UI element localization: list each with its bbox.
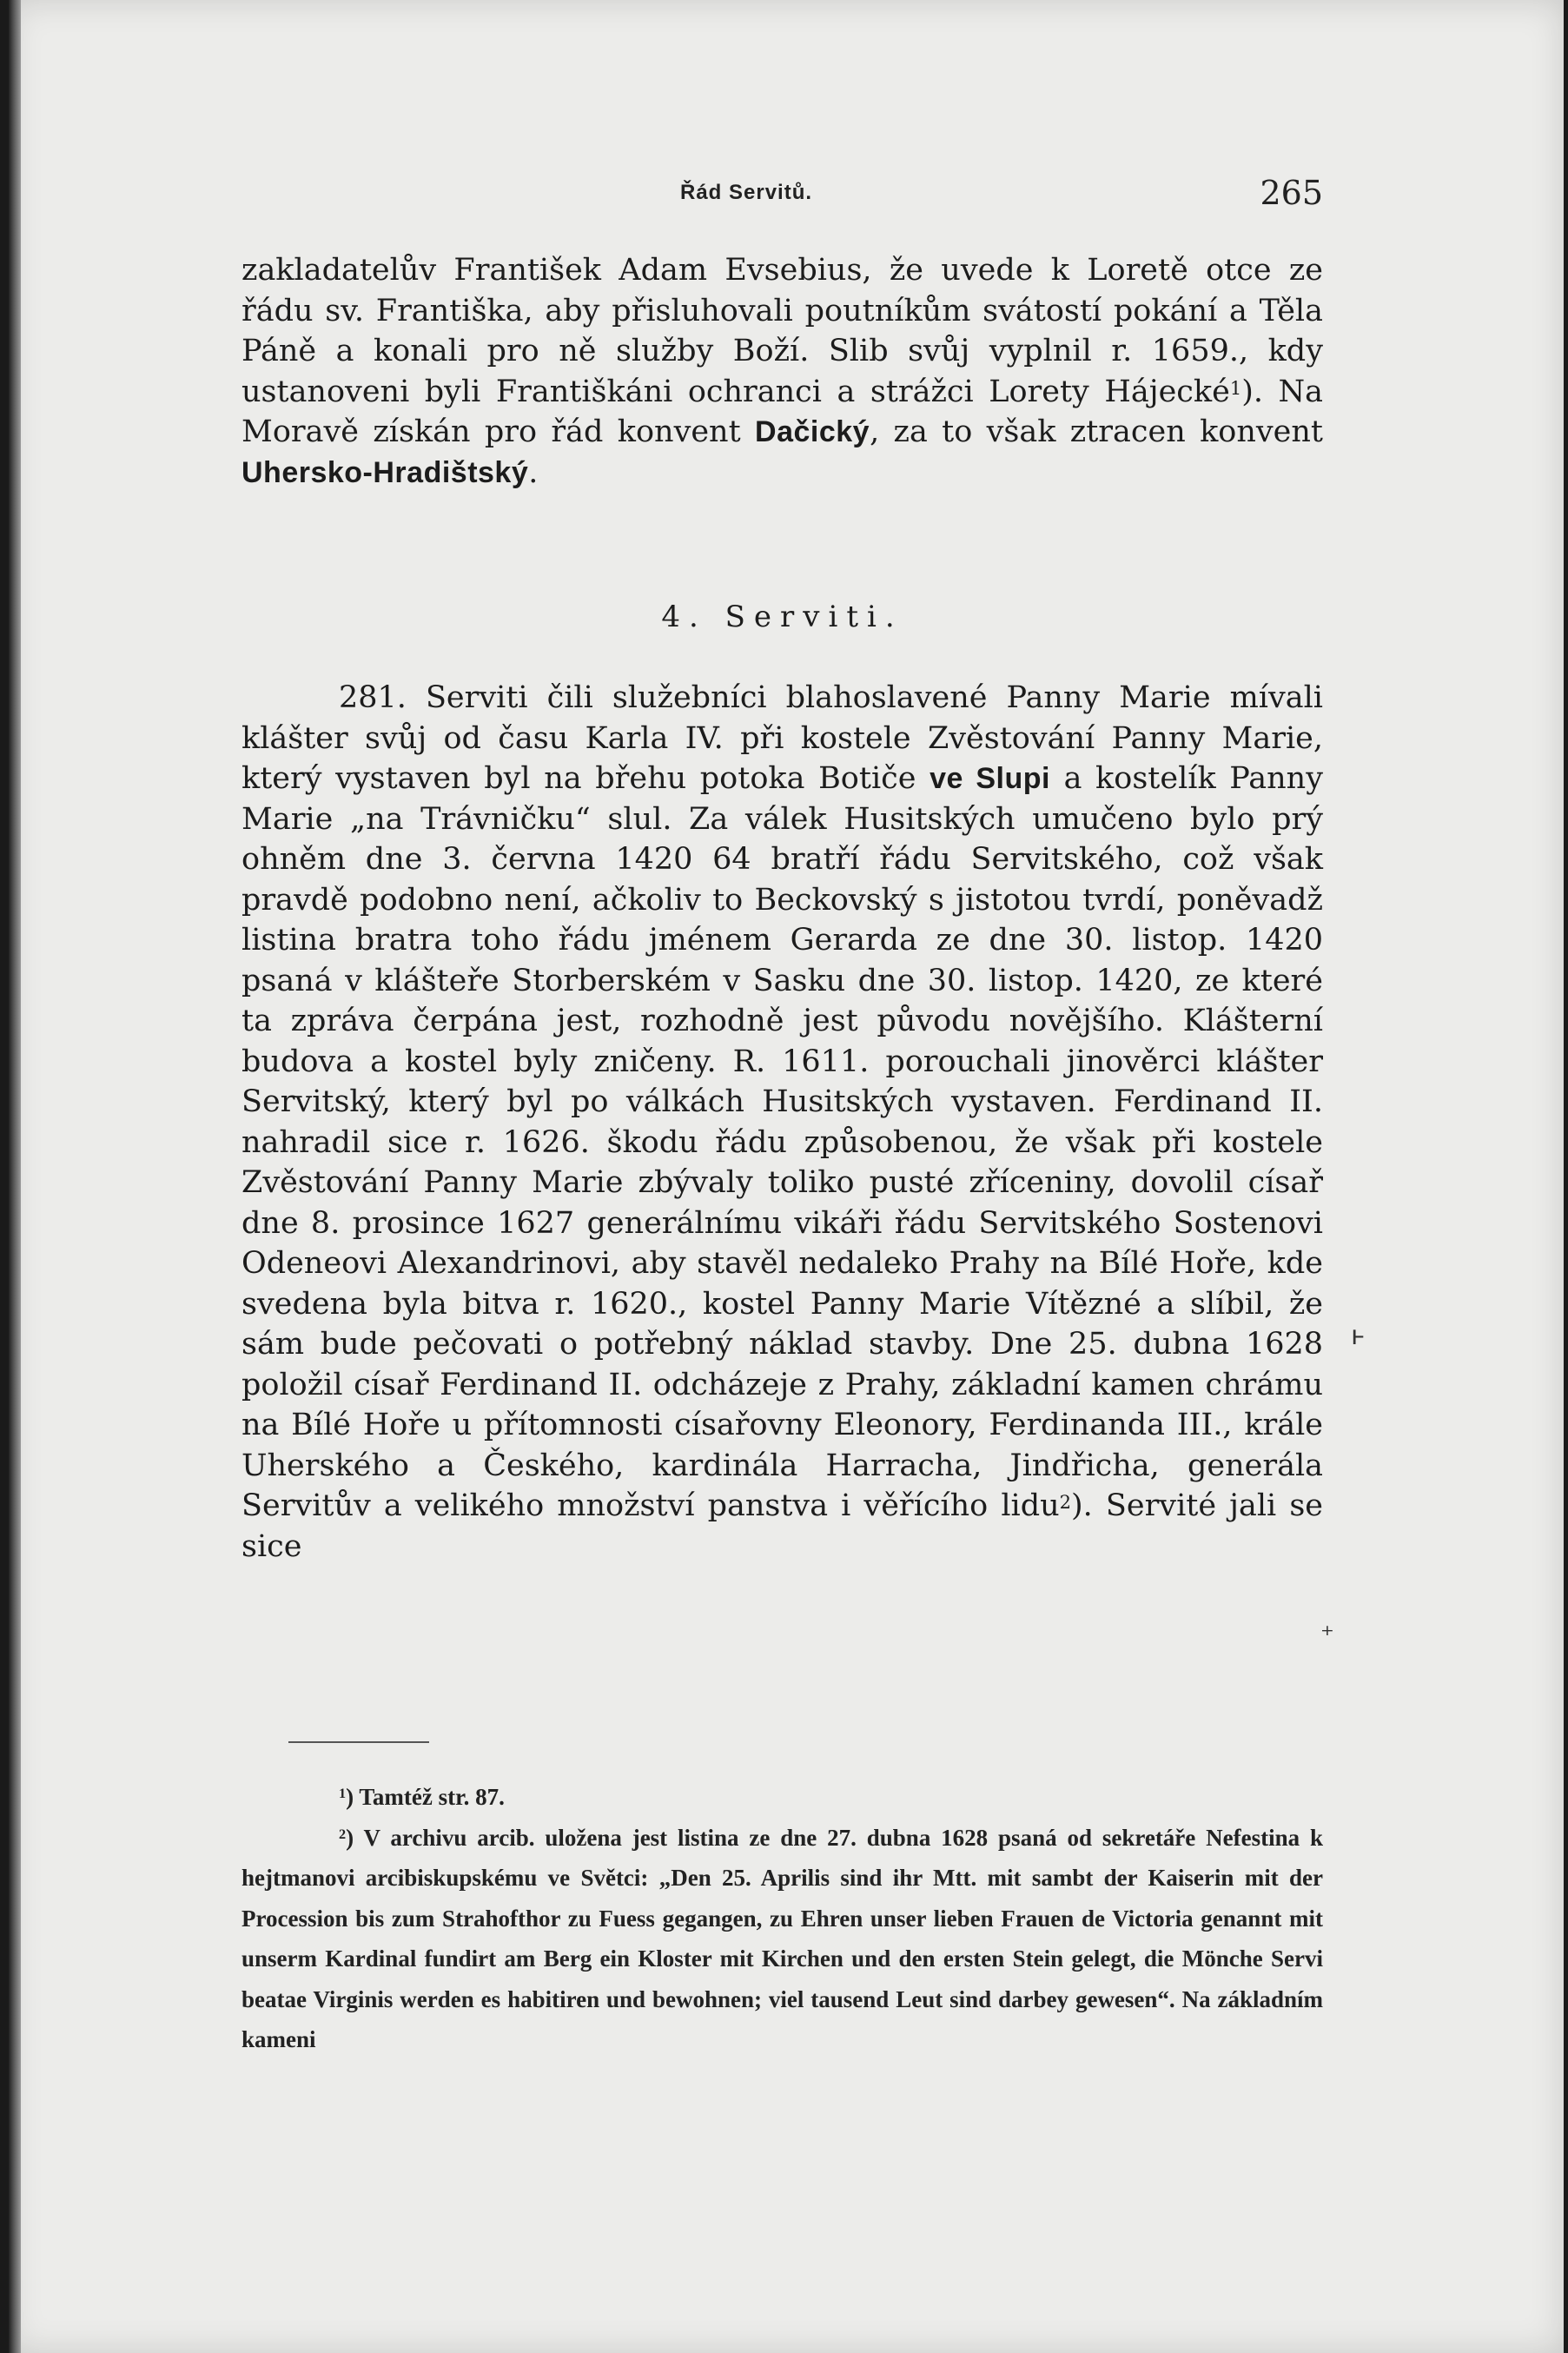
page-number: 265 — [1260, 174, 1323, 212]
section-heading: 4. Serviti. — [661, 600, 903, 634]
footnote-1 — [241, 1777, 1323, 1818]
footnote-1-mark: 1 — [339, 1786, 347, 1801]
page-gutter — [9, 0, 21, 2353]
para1-text-3: , za to však ztracen konvent — [870, 414, 1323, 449]
running-title: Řád Servitů. — [680, 181, 813, 204]
margin-mark-icon: ⁺ — [1320, 1621, 1334, 1651]
para2-text-1: 281. Serviti čili služebníci blahoslavené Panny Marie mívali klášter svůj od času Karla IV. při kostele Zvěstování Panny Marie, který vystaven byl na břehu potoka Botiče — [241, 680, 1323, 796]
footnote-2 — [241, 1818, 1323, 2060]
footnote-2-mark: 2 — [339, 1826, 347, 1842]
paragraph-281 — [241, 678, 1323, 1567]
place-dacicky: Dačický — [755, 415, 870, 448]
para1-text-1: zakladatelův František Adam Evsebius, že uvede k Loretě otce ze řádu sv. Františka, aby přisluhovali poutníkům svátostí pokání a Těla Páně a konali pro ně služby Boží. Slib svůj vyplnil r. 1659., kdy ustanoveni byli Františkáni ochranci a strážci Lorety Hájecké — [241, 253, 1323, 409]
para1-text-4: . — [528, 454, 539, 490]
para2-text-2: a kostelík Panny Marie „na Trávničku“ slul. Za válek Husitských umučeno bylo prý ohněm dne 3. června 1420 64 bratří řádu Servitského, což však pravdě podobno není, ačkoliv to Beckovský s jistotou tvrdí, poněvadž listina bratra toho řádu jménem Gerarda ze dne 30. listop. 1420 psaná v klášteře Storberském v Sasku dne 30. listop. 1420, ze které ta zpráva čerpána jest, rozhodně jest původu novějšího. Klášterní budova a kostel byly zničeny. R. 1611. porouchali jinověrci klášter Servitský, který byl po válkách Husitských vystaven. Ferdinand II. nahradil sice r. 1626. škodu řádu způsobenou, že však při kostele Zvěstování Panny Marie zbývaly toliko pusté zříceniny, dovolil císař dne 8. prosince 1627 generálnímu vikáři řádu Servitského Sostenovi Odeneovi Alexandrinovi, aby stavěl nedaleko Prahy na Bílé Hoře, kde svedena byla bitva r. 1620., kostel Panny Marie Vítězné a slíbil, že sám bude pečovati o potřebný náklad stavby. Dne 25. dubna 1628 položil císař Ferdinand II. odcházeje z Prahy, základní kamen chrámu na Bílé Hoře u přítomnosti císařovny Eleonory, Ferdinanda III., krále Uherského a Českého, kardinála Harracha, Jindřicha, generála Servitův a velikého množství panstva i věřícího lidu — [241, 761, 1323, 1523]
paragraph-continuation — [241, 250, 1323, 493]
footnote-ref-1: 1 — [1229, 377, 1242, 399]
page-header — [241, 174, 1323, 224]
footnote-separator — [288, 1741, 429, 1743]
margin-mark-icon: ⱶ — [1351, 1321, 1366, 1351]
place-ve-slupi: ve Slupi — [930, 762, 1050, 795]
footnote-1-text: ) Tamtéž str. 87. — [346, 1784, 505, 1810]
footnote-ref-2: 2 — [1059, 1492, 1072, 1513]
footnotes — [241, 1777, 1323, 2060]
para1-text-2: ). Na Moravě získán pro řád konvent — [241, 374, 1323, 449]
footnote-2-text: ) V archivu arcib. uložena jest listina ze dne 27. dubna 1628 psaná od sekretáře Nefestina k hejtmanovi arcibiskupskému ve Světci: „Den 25. Aprilis sind ihr Mtt. mit sambt der Kaiserin mit der Procession bis zum Strahofthor zu Fuess gegangen, zu Ehren unser lieben Frauen de Victoria genannt mit unserm Kardinal fundirt am Berg ein Kloster mit Kirchen und den ersten Stein gelegt, die Mönche Servi beatae Virginis werden es habitiren und bewohnen; viel tausend Leut sind darbey gewesen“. Na základním kameni — [241, 1824, 1323, 2052]
para2-text-3: ). Servité jali se sice — [241, 1488, 1323, 1564]
place-uhersko-hradistsky: Uhersko-Hradištský — [241, 455, 529, 489]
